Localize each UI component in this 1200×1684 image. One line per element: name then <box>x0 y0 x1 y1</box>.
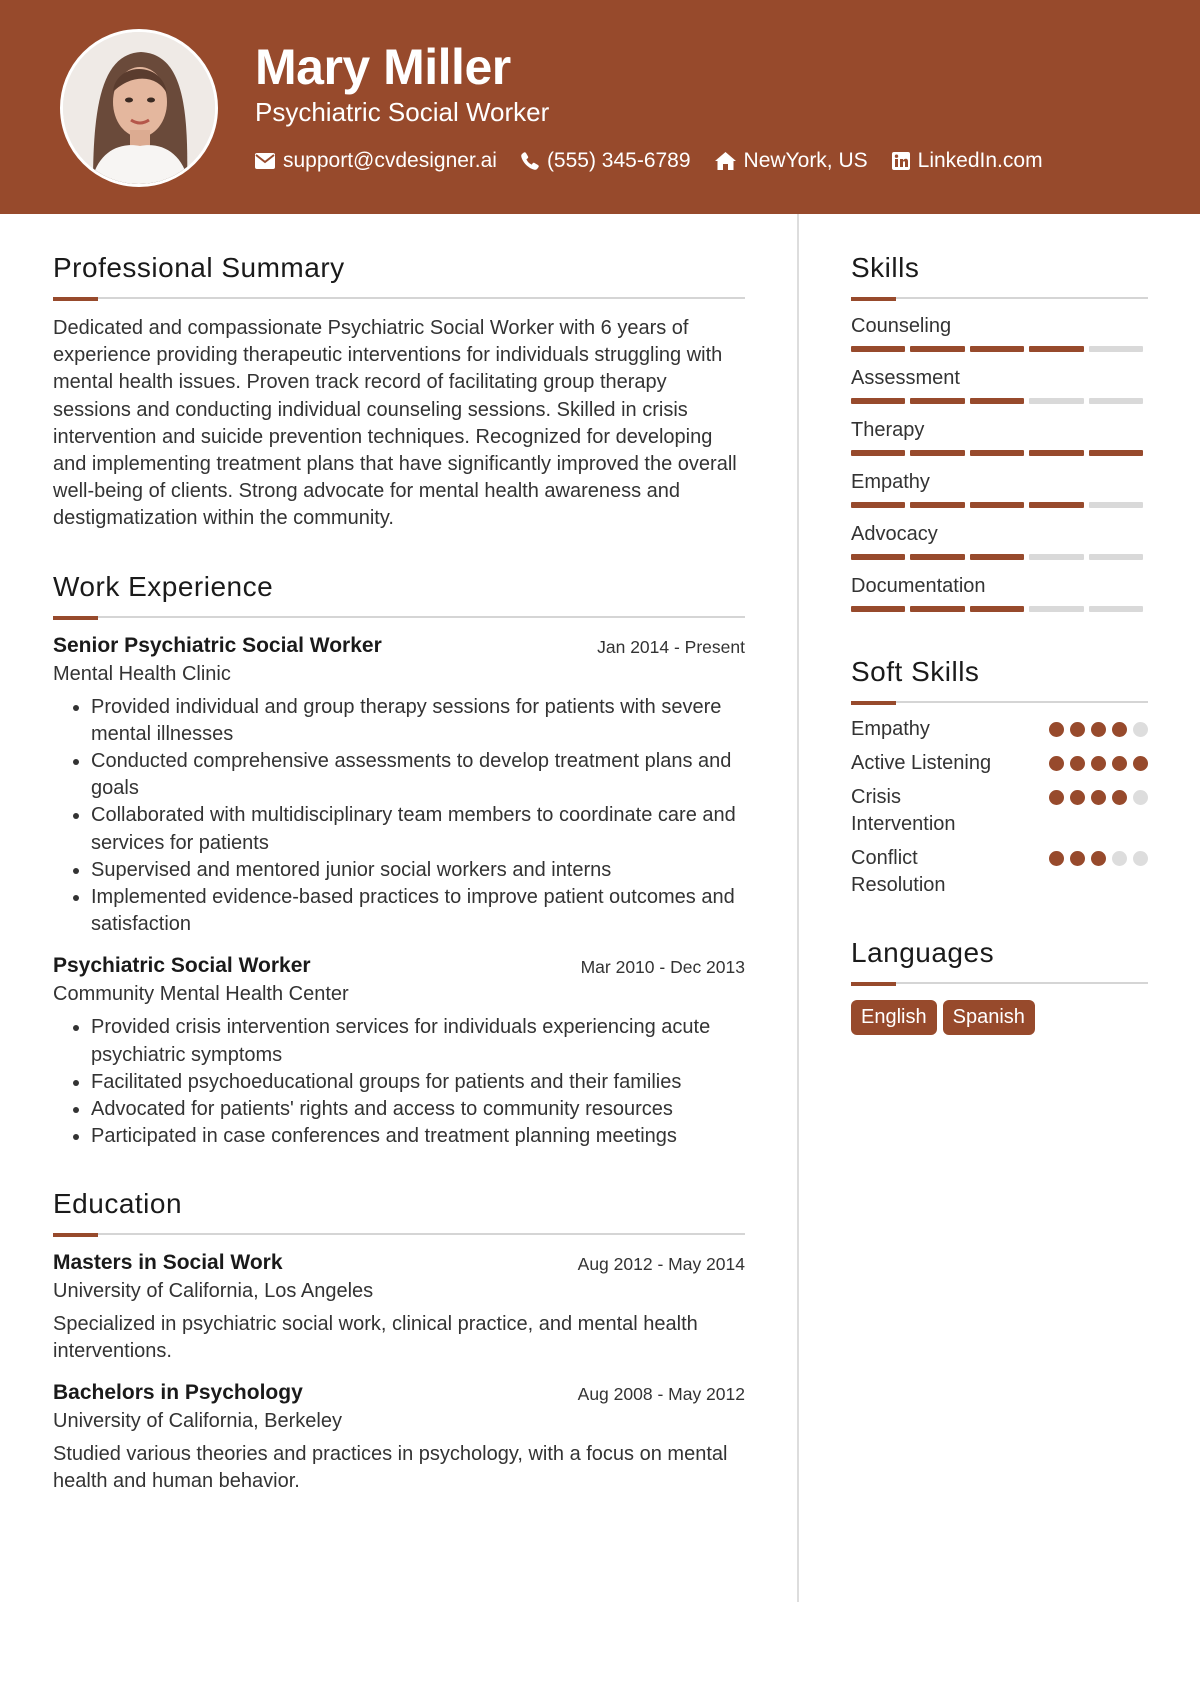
soft-skill-item <box>851 784 1148 838</box>
education-entry <box>53 1381 745 1495</box>
skill-rating-bar <box>851 554 1148 560</box>
summary-section <box>53 252 745 533</box>
skill-name: Counseling <box>851 315 952 337</box>
rating-dot-filled <box>1049 722 1064 737</box>
degree-name: Bachelors in Psychology <box>53 1381 303 1405</box>
phone-icon <box>521 152 539 170</box>
rating-segment-filled <box>910 450 964 456</box>
list-item: • Collaborated with multidisciplinary team members to coordinate care and services for patients <box>91 802 745 856</box>
header-banner <box>0 0 1200 214</box>
section-rule <box>851 297 1148 299</box>
section-rule <box>53 297 745 299</box>
rating-segment-filled <box>970 554 1024 560</box>
rating-segment-empty <box>1029 554 1083 560</box>
job-role: Psychiatric Social Worker <box>53 954 311 978</box>
job-bullets <box>53 694 745 939</box>
contact-phone-text: (555) 345-6789 <box>546 149 691 172</box>
rating-segment-filled <box>851 502 905 508</box>
education-description: Studied various theories and practices in psychology, with a focus on mental health and human behavior. <box>53 1443 728 1493</box>
rating-dot-filled <box>1070 851 1085 866</box>
rating-dot-empty <box>1133 790 1148 805</box>
contact-email-text: support@cvdesigner.ai <box>283 149 497 172</box>
soft-skill-name: Crisis Intervention <box>851 786 956 835</box>
rating-segment-filled <box>910 398 964 404</box>
contact-linkedin[interactable] <box>892 149 1043 173</box>
rating-segment-filled <box>851 606 905 612</box>
section-rule <box>851 701 1148 703</box>
list-item: • Supervised and mentored junior social workers and interns <box>91 857 745 884</box>
rating-segment-empty <box>1089 502 1143 508</box>
rating-segment-empty <box>1089 398 1143 404</box>
rating-segment-empty <box>1089 554 1143 560</box>
rating-dot-filled <box>1070 790 1085 805</box>
languages-section <box>851 937 1148 1035</box>
skill-item <box>851 416 1148 456</box>
skill-rating-bar <box>851 502 1148 508</box>
rating-segment-filled <box>851 398 905 404</box>
education-heading: Education <box>53 1188 183 1220</box>
list-item: • Participated in case conferences and treatment planning meetings <box>91 1123 745 1150</box>
rating-segment-filled <box>910 502 964 508</box>
envelope-icon <box>255 153 275 169</box>
rating-segment-filled <box>970 450 1024 456</box>
skill-item <box>851 312 1148 352</box>
soft-skill-item <box>851 716 1148 743</box>
contact-location-text: NewYork, US <box>743 149 868 172</box>
rating-segment-filled <box>910 606 964 612</box>
soft-skill-item <box>851 845 1148 899</box>
rating-segment-filled <box>1029 450 1083 456</box>
school-name: University of California, Berkeley <box>53 1410 342 1433</box>
rating-segment-filled <box>910 346 964 352</box>
rating-dot-filled <box>1091 851 1106 866</box>
skills-list <box>851 312 1148 612</box>
rating-dot-filled <box>1049 790 1064 805</box>
skill-name: Empathy <box>851 471 930 493</box>
skill-item <box>851 468 1148 508</box>
skill-rating-bar <box>851 606 1148 612</box>
skill-rating-bar <box>851 450 1148 456</box>
job-date: Jan 2014 - Present <box>597 636 745 657</box>
skill-rating-bar <box>851 398 1148 404</box>
rating-dot-filled <box>1070 722 1085 737</box>
job-organization: Community Mental Health Center <box>53 983 349 1006</box>
job-date: Mar 2010 - Dec 2013 <box>580 957 745 978</box>
list-item: • Conducted comprehensive assessments to develop treatment plans and goals <box>91 748 745 802</box>
soft-skill-name: Conflict Resolution <box>851 847 946 896</box>
soft-skills-heading: Soft Skills <box>851 656 980 687</box>
skill-rating-bar <box>851 346 1148 352</box>
avatar <box>60 29 218 187</box>
language-tag: Spanish <box>943 1000 1035 1035</box>
column-divider <box>797 214 799 1602</box>
skills-section <box>851 252 1148 612</box>
job-bullets <box>53 1014 745 1150</box>
job-organization: Mental Health Clinic <box>53 662 231 685</box>
job-role: Senior Psychiatric Social Worker <box>53 633 382 657</box>
rating-segment-filled <box>970 502 1024 508</box>
soft-skills-section <box>851 656 1148 899</box>
linkedin-icon <box>892 152 910 170</box>
rating-segment-filled <box>1029 346 1083 352</box>
rating-dot-filled <box>1049 851 1064 866</box>
rating-dot-filled <box>1091 756 1106 771</box>
education-entry <box>53 1251 745 1365</box>
education-date: Aug 2012 - May 2014 <box>577 1254 745 1275</box>
contact-location <box>715 149 868 173</box>
experience-heading: Work Experience <box>53 570 274 602</box>
skill-name: Documentation <box>851 575 986 597</box>
experience-section <box>53 571 745 1151</box>
section-rule <box>851 982 1148 984</box>
sidebar-column <box>851 252 1148 1035</box>
school-name: University of California, Los Angeles <box>53 1280 374 1303</box>
rating-dot-empty <box>1133 722 1148 737</box>
rating-dot-filled <box>1112 722 1127 737</box>
education-section <box>53 1188 745 1495</box>
education-description: Specialized in psychiatric social work, clinical practice, and mental health interventions. <box>53 1313 698 1363</box>
skill-item <box>851 520 1148 560</box>
rating-dot-filled <box>1112 756 1127 771</box>
rating-dot-filled <box>1091 722 1106 737</box>
soft-skill-rating-dots <box>1043 716 1148 737</box>
skills-heading: Skills <box>851 252 920 283</box>
skill-name: Therapy <box>851 419 925 441</box>
rating-segment-filled <box>1089 450 1143 456</box>
skill-name: Advocacy <box>851 523 938 545</box>
list-item: • Facilitated psychoeducational groups for patients and their families <box>91 1069 745 1096</box>
rating-dot-empty <box>1112 851 1127 866</box>
languages-list <box>851 1000 1148 1035</box>
section-rule <box>53 616 745 618</box>
rating-segment-filled <box>970 398 1024 404</box>
rating-segment-filled <box>1029 502 1083 508</box>
soft-skill-rating-dots <box>1043 845 1148 866</box>
degree-name: Masters in Social Work <box>53 1251 283 1275</box>
contact-linkedin-text: LinkedIn.com <box>917 149 1043 172</box>
soft-skill-rating-dots <box>1043 750 1148 771</box>
skill-name: Assessment <box>851 367 960 389</box>
candidate-title: Psychiatric Social Worker <box>255 97 550 127</box>
education-date: Aug 2008 - May 2012 <box>577 1384 745 1405</box>
rating-dot-filled <box>1091 790 1106 805</box>
rating-segment-empty <box>1029 398 1083 404</box>
rating-dot-empty <box>1133 851 1148 866</box>
main-column <box>53 252 745 1495</box>
contact-bar <box>255 147 1067 175</box>
rating-segment-empty <box>1029 606 1083 612</box>
list-item: • Provided individual and group therapy sessions for patients with severe mental illnesses <box>91 694 745 748</box>
soft-skill-name: Active Listening <box>851 752 992 774</box>
language-tag: English <box>851 1000 937 1035</box>
rating-segment-filled <box>851 450 905 456</box>
rating-segment-empty <box>1089 346 1143 352</box>
languages-heading: Languages <box>851 937 995 968</box>
soft-skill-name: Empathy <box>851 718 930 740</box>
job-entry <box>53 634 745 939</box>
rating-segment-filled <box>851 554 905 560</box>
avatar-photo <box>63 32 215 184</box>
rating-segment-filled <box>970 346 1024 352</box>
rating-dot-filled <box>1133 756 1148 771</box>
section-rule <box>53 1233 745 1235</box>
rating-dot-filled <box>1049 756 1064 771</box>
list-item: • Advocated for patients' rights and access to community resources <box>91 1096 745 1123</box>
rating-segment-filled <box>970 606 1024 612</box>
soft-skill-item <box>851 750 1148 777</box>
skill-item <box>851 572 1148 612</box>
list-item: • Provided crisis intervention services for individuals experiencing acute psychiatric symptoms <box>91 1014 745 1068</box>
rating-dot-filled <box>1112 790 1127 805</box>
soft-skill-rating-dots <box>1043 784 1148 805</box>
rating-segment-empty <box>1089 606 1143 612</box>
rating-segment-filled <box>910 554 964 560</box>
soft-skills-list <box>851 716 1148 899</box>
list-item: • Implemented evidence-based practices to improve patient outcomes and satisfaction <box>91 884 745 938</box>
home-icon <box>715 152 736 170</box>
summary-text: Dedicated and compassionate Psychiatric Social Worker with 6 years of experience providing therapeutic interventions for individuals struggling with mental health issues. Proven track record of facilitating group therapy sessions and conducting individual counseling sessions. Skilled in crisis intervention and suicide prevention techniques. Recognized for developing and implementing treatment plans that have significantly improved the overall well-being of clients. Strong advocate for mental health awareness and destigmatization within the community. <box>53 317 737 530</box>
rating-segment-filled <box>851 346 905 352</box>
skill-item <box>851 364 1148 404</box>
candidate-name: Mary Miller <box>255 39 511 95</box>
job-entry <box>53 954 745 1150</box>
summary-heading: Professional Summary <box>53 252 345 283</box>
rating-dot-filled <box>1070 756 1085 771</box>
contact-email[interactable] <box>255 149 497 173</box>
contact-phone[interactable] <box>521 149 691 173</box>
